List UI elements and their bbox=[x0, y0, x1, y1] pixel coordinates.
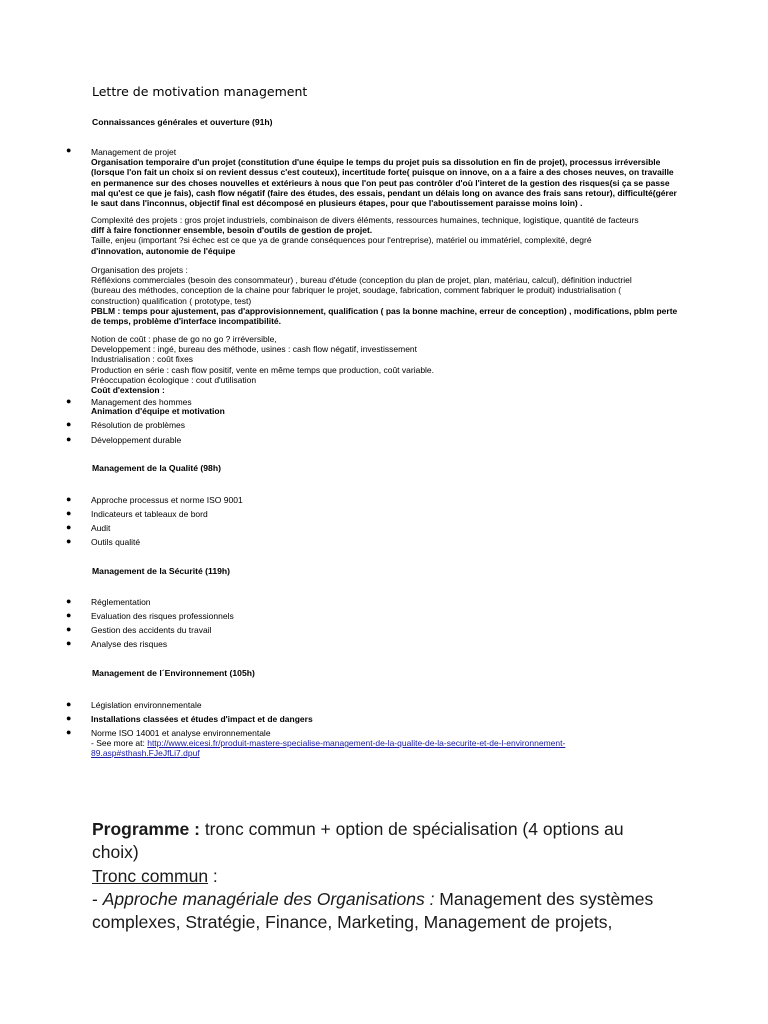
bullet-icon: ● bbox=[66, 145, 72, 155]
list-item: Norme ISO 14001 et analyse environnementale bbox=[91, 728, 271, 738]
list-item: Evaluation des risques professionnels bbox=[91, 611, 234, 621]
paragraph-line: Réfléxions commerciales (besoin des consommateur) , bureau d'étude (conception du plan de projet, plan, matériau, calcul), définition inductriel bbox=[91, 275, 632, 286]
paragraph-line: (bureau des méthodes, conception de la chaine pour fabriquer le projet, soudage, fabrication, comment fabriquer le produit) industrialisation ( bbox=[91, 285, 622, 296]
paragraph-line: (lorsque l'on fait un choix si on revient dessus c'est couteux), incertitude forte( puisque on innove, on a a faire a des choses neuves, on travaille bbox=[91, 167, 674, 178]
bullet-icon: ● bbox=[66, 419, 72, 429]
organisation-block bbox=[91, 265, 681, 326]
programme-line-5: complexes, Stratégie, Finance, Marketing, Management de projets, bbox=[92, 912, 613, 933]
paragraph-line: mal qu'est ce que je fais), cash flow négatif (faire des études, des essais, pendant un délais long on avance des frais sans retour), difficulté(gérer bbox=[91, 187, 677, 198]
bullet-icon: ● bbox=[66, 396, 72, 406]
list-item-heading: Management de projet bbox=[91, 147, 177, 157]
approche-text: Management des systèmes bbox=[434, 888, 654, 909]
paragraph-line: Organisation des projets : bbox=[91, 265, 188, 275]
paragraph-line: Complexité des projets : gros projet industriels, combinaison de divers éléments, ressources humaines, technique, logistique, quantité de facteurs bbox=[91, 215, 639, 225]
list-item: Gestion des accidents du travail bbox=[91, 625, 212, 635]
source-link-cont[interactable]: 89.asp#sthash.FJeJfLi7.dpuf bbox=[91, 748, 200, 758]
bullet-icon: ● bbox=[66, 536, 72, 546]
see-more-line: - See more at: http://www.eicesi.fr/produit-mastere-specialise-management-de-la-qualite-de-la-securite-et-de-l-environnement- bbox=[91, 738, 566, 748]
see-more-line-2 bbox=[91, 748, 200, 758]
list-item: Développement durable bbox=[91, 435, 182, 445]
bullet-icon: ● bbox=[66, 624, 72, 634]
paragraph-line: construction) qualification ( prototype, test) bbox=[91, 295, 252, 306]
bullet-icon: ● bbox=[66, 508, 72, 518]
section-heading-environnement: Management de l´Environnement (105h) bbox=[92, 668, 255, 678]
programme-section: Programme : tronc commun + option de spécialisation (4 options au choix) Tronc commun : - Approche managériale des Organisations : Management des systèmes complexes, Stratégie, Finance, Marketing, Management de projets, bbox=[92, 818, 692, 934]
paragraph-line: Préoccupation écologique : cout d'utilisation bbox=[91, 374, 257, 385]
section-heading-connaissances: Connaissances générales et ouverture (91h) bbox=[92, 117, 273, 127]
paragraph-line: Notion de coût : phase de go no go ? irréversible, bbox=[91, 334, 277, 344]
bullet-icon: ● bbox=[66, 713, 72, 723]
bullet-icon: ● bbox=[66, 727, 72, 737]
management-projet-block bbox=[91, 147, 681, 208]
list-item: Management des hommes bbox=[91, 397, 192, 407]
paragraph-line: de temps, problème d'interface incompatibilité. bbox=[91, 316, 282, 327]
list-item: Audit bbox=[91, 523, 111, 533]
programme-text-2: choix) bbox=[92, 842, 139, 863]
paragraph-line: Developpement : ingé, bureau des méthode, usines : cash flow négatif, investissement bbox=[91, 344, 418, 355]
section-heading-securite: Management de la Sécurité (119h) bbox=[92, 566, 231, 576]
paragraph-line: PBLM : temps pour ajustement, pas d'approvisionnement, qualification ( pas la bonne machine, erreur de conception) , modifications, pblm perte bbox=[91, 305, 678, 316]
approche-label: Approche managériale des Organisations : bbox=[102, 888, 435, 909]
list-item: Analyse des risques bbox=[91, 639, 168, 649]
paragraph-line: Production en série : cash flow positif, vente en même temps que production, coût variable. bbox=[91, 364, 435, 375]
section-heading-qualite: Management de la Qualité (98h) bbox=[92, 463, 221, 473]
list-item-sub: Animation d'équipe et motivation bbox=[91, 406, 225, 416]
bullet-icon: ● bbox=[66, 638, 72, 648]
programme-label: Programme : bbox=[92, 819, 200, 839]
paragraph-line: Organisation temporaire d'un projet (constitution d'une équipe le temps du projet puis sa dissolution en fin de projet), processus irréversible bbox=[91, 157, 661, 168]
document-title: Lettre de motivation management bbox=[92, 84, 308, 99]
paragraph-line: Taille, enjeu (important ?si échec est ce que ya de grande conséquences pour l'entreprise), matériel ou immatériel, complexité, degré bbox=[91, 235, 592, 246]
bullet-icon: ● bbox=[66, 699, 72, 709]
paragraph-line: Industrialisation : coût fixes bbox=[91, 354, 194, 365]
list-item: Résolution de problèmes bbox=[91, 420, 186, 430]
list-item: Réglementation bbox=[91, 597, 151, 607]
programme-text: tronc commun + option de spécialisation (4 options au bbox=[199, 819, 624, 839]
paragraph-line: le saut dans l'inconnus, objectif final est décomposé en plusieurs étapes, pour que l'aboutissement paraisse moins loin) . bbox=[91, 198, 583, 209]
notion-cout-block bbox=[91, 334, 681, 395]
bullet-icon: ● bbox=[66, 596, 72, 606]
tronc-commun-label: Tronc commun bbox=[92, 865, 209, 886]
list-item: Indicateurs et tableaux de bord bbox=[91, 509, 208, 519]
complexite-block bbox=[91, 215, 681, 256]
list-item: Législation environnementale bbox=[91, 700, 202, 710]
paragraph-line: en permanence sur des choses nouvelles et extérieurs à nous que l'on peut pas contrôler d'où l'interet de la gestion des risques(si ça se passe bbox=[91, 177, 670, 188]
bullet-icon: ● bbox=[66, 522, 72, 532]
paragraph-line: Coût d'extension : bbox=[91, 385, 165, 396]
bullet-icon: ● bbox=[66, 610, 72, 620]
list-item: Approche processus et norme ISO 9001 bbox=[91, 495, 243, 505]
list-item: Installations classées et études d'impact et de dangers bbox=[91, 714, 313, 724]
paragraph-line: diff à faire fonctionner ensemble, besoin d'outils de gestion de projet. bbox=[91, 225, 373, 236]
list-item: Outils qualité bbox=[91, 537, 141, 547]
source-link[interactable]: http://www.eicesi.fr/produit-mastere-specialise-management-de-la-qualite-de-la-securite-et-de-l-environnement- bbox=[147, 738, 566, 748]
bullet-icon: ● bbox=[66, 434, 72, 444]
bullet-icon: ● bbox=[66, 494, 72, 504]
paragraph-line: d'innovation, autonomie de l'équipe bbox=[91, 245, 236, 256]
